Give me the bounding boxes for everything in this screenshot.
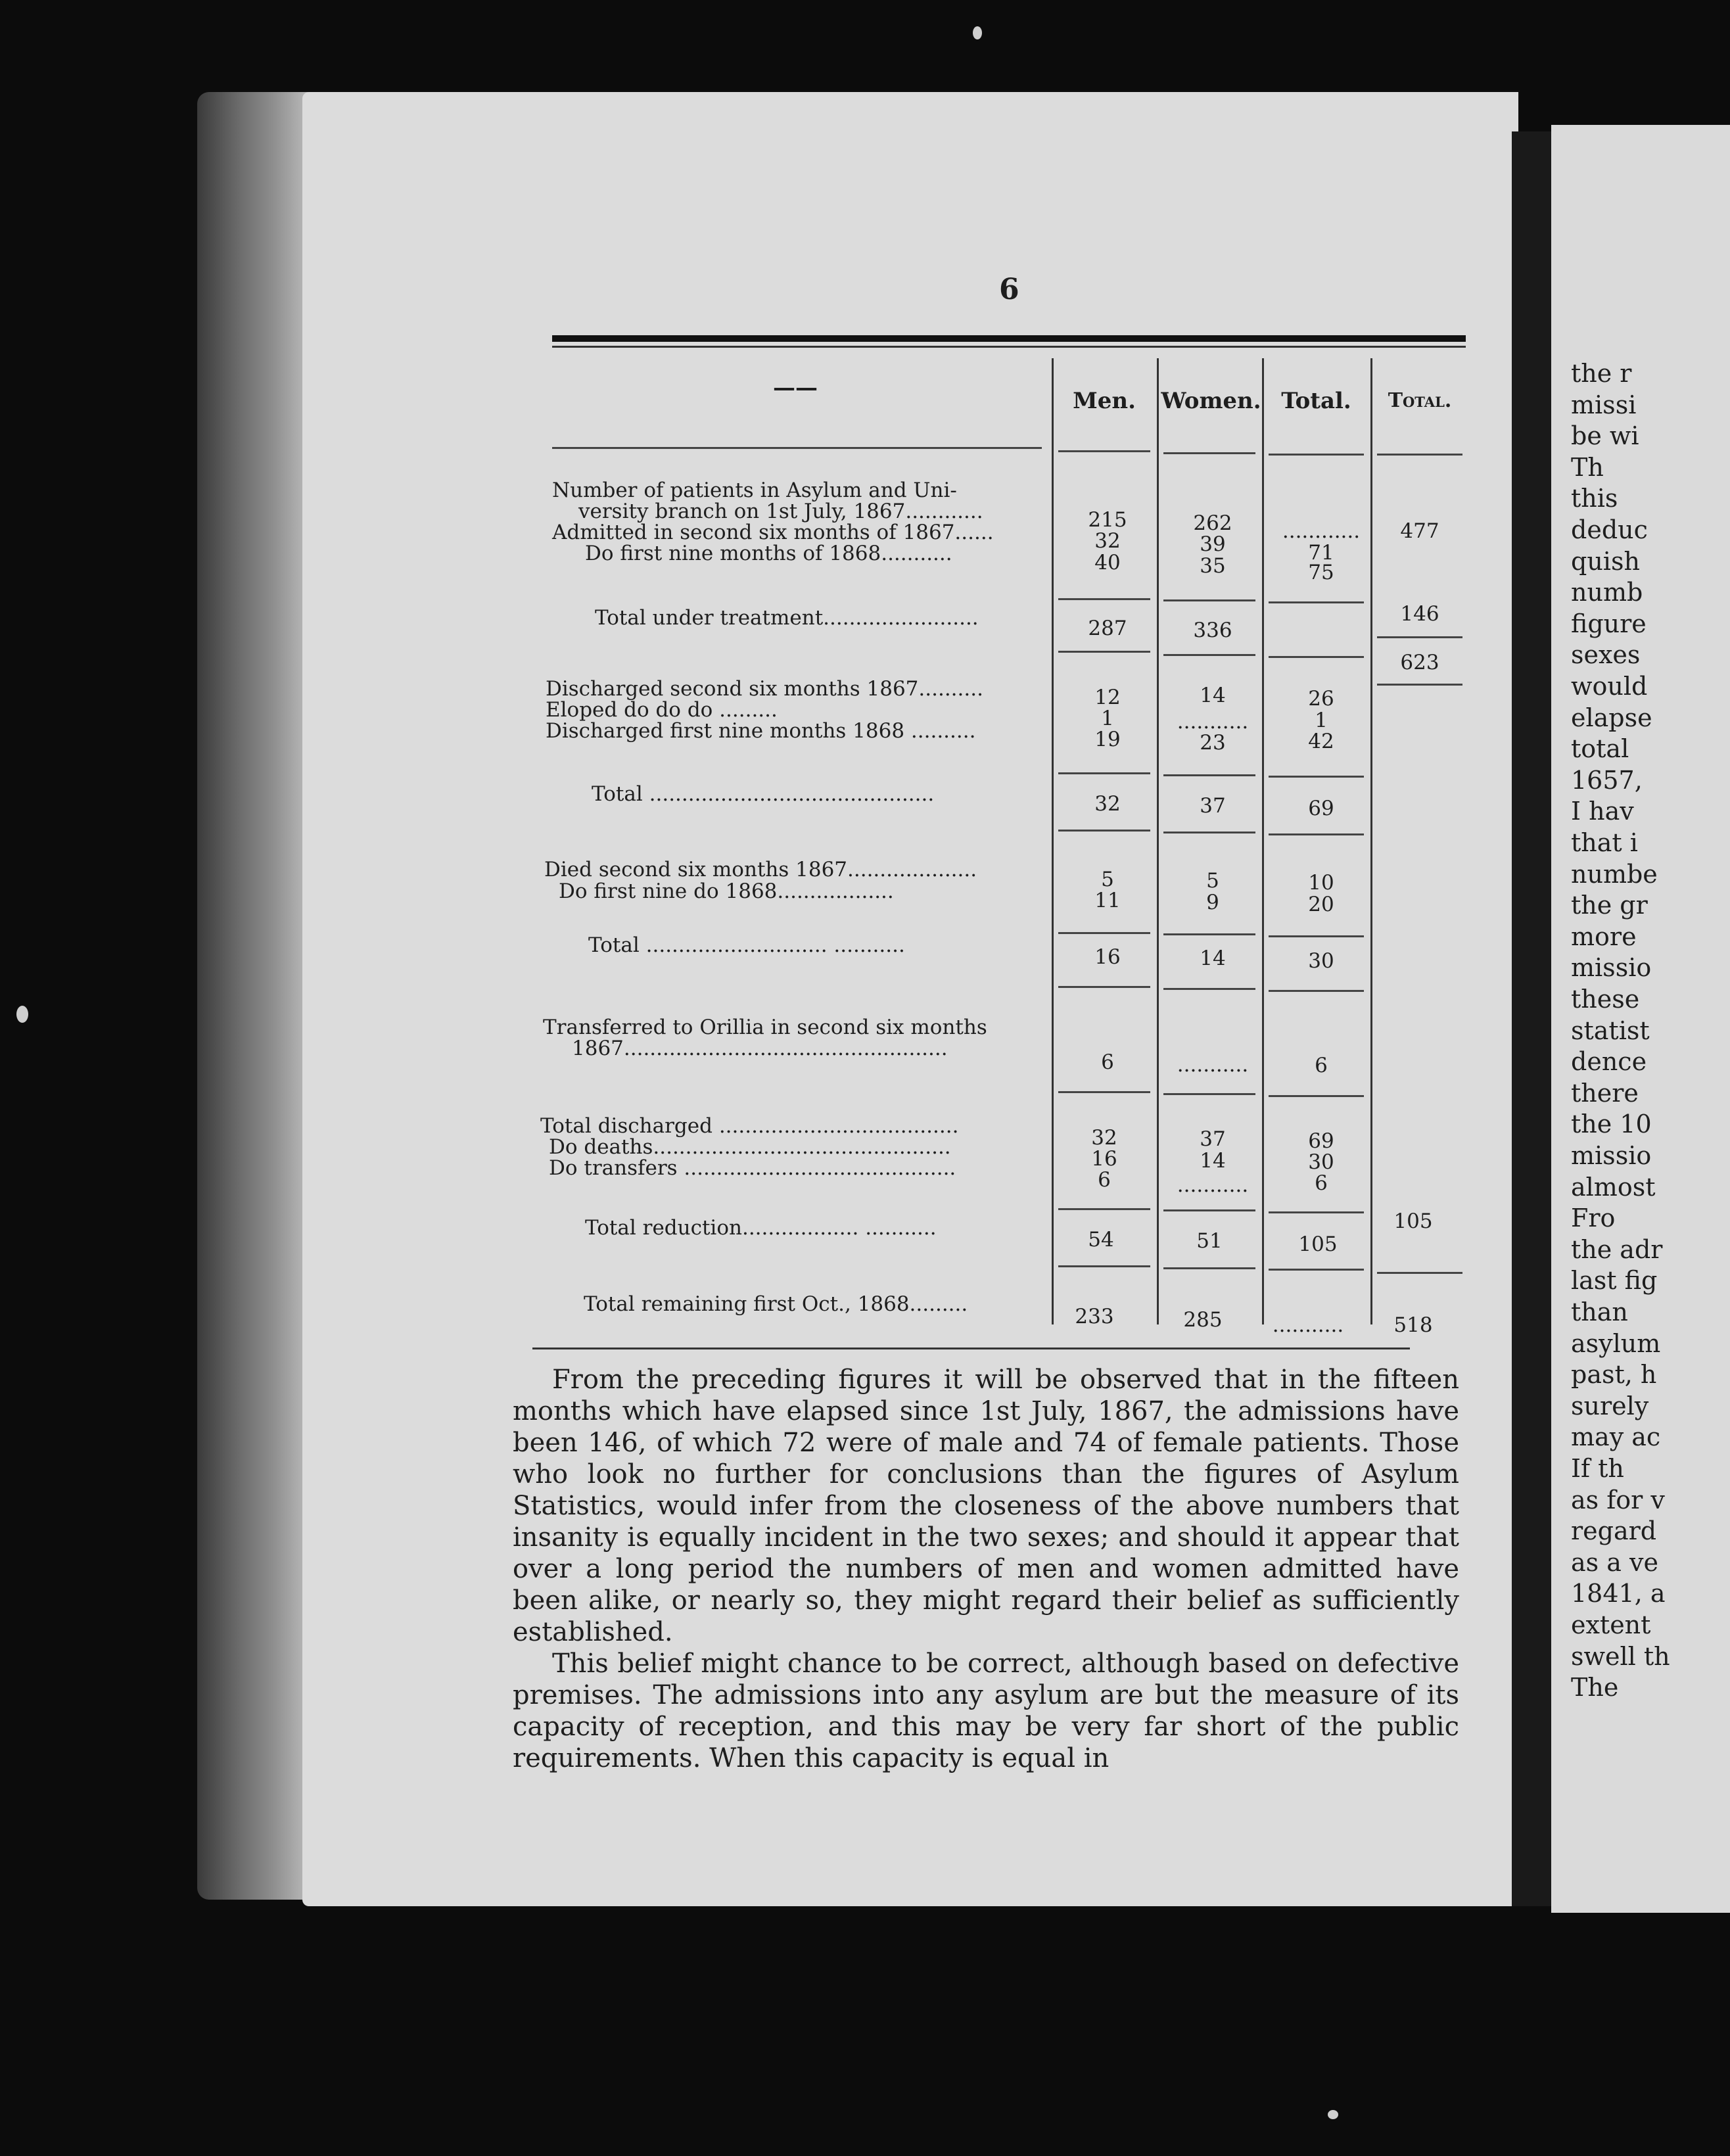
cell-men: 54 bbox=[1088, 1228, 1114, 1252]
cell-women: 336 bbox=[1193, 619, 1232, 642]
row-label: Total ............................................ bbox=[592, 782, 935, 806]
section-rule bbox=[1058, 651, 1150, 653]
row-label: Eloped do do do ......... bbox=[546, 698, 778, 722]
row-label: Do first nine months of 1868........... bbox=[585, 542, 952, 565]
sum-rule bbox=[1269, 1211, 1364, 1213]
cell-women: 14 bbox=[1200, 947, 1226, 970]
cell-total: 71 bbox=[1308, 541, 1334, 565]
table-top-rule-thin bbox=[552, 346, 1466, 348]
right-page-line: last fig bbox=[1571, 1266, 1658, 1296]
right-page-line: Th bbox=[1571, 452, 1604, 482]
cell-total: ........... bbox=[1272, 1313, 1344, 1337]
right-page-line: numb bbox=[1571, 578, 1643, 607]
row-label: Total under treatment........................ bbox=[595, 606, 979, 630]
row-label: Died second six months 1867.................... bbox=[544, 858, 977, 881]
cell-grand: 146 bbox=[1400, 602, 1439, 626]
cell-women: 37 bbox=[1200, 794, 1226, 818]
cell-men: 40 bbox=[1094, 551, 1121, 574]
right-page-line: numbe bbox=[1571, 859, 1658, 889]
cell-women: 51 bbox=[1196, 1229, 1223, 1253]
right-page-line: sexes bbox=[1571, 640, 1641, 670]
right-page-line: the adr bbox=[1571, 1234, 1663, 1264]
cell-men: 12 bbox=[1094, 686, 1121, 709]
row-label: Total reduction.................. ........... bbox=[585, 1216, 937, 1240]
right-page-line: deduc bbox=[1571, 515, 1648, 544]
sum-rule bbox=[1163, 599, 1255, 601]
row-label: Total ............................ ........... bbox=[588, 933, 905, 957]
cell-women: 5 bbox=[1206, 869, 1219, 893]
sum-rule bbox=[1163, 774, 1255, 776]
section-rule bbox=[1163, 988, 1255, 990]
cell-women: 35 bbox=[1200, 554, 1226, 578]
right-page-line: these bbox=[1571, 985, 1640, 1014]
right-page-line: statist bbox=[1571, 1016, 1650, 1045]
cell-men: 5 bbox=[1101, 868, 1114, 891]
right-page-line: 1841, a bbox=[1571, 1579, 1666, 1608]
sum-rule bbox=[1058, 772, 1150, 774]
right-page-line: would bbox=[1571, 672, 1648, 701]
col-header-women: Women. bbox=[1161, 388, 1261, 414]
body-text bbox=[513, 1364, 1459, 1774]
cell-men: 32 bbox=[1094, 529, 1121, 553]
right-page-line: this bbox=[1571, 484, 1618, 513]
book-gutter bbox=[1512, 131, 1551, 1906]
cell-grand: 477 bbox=[1400, 519, 1439, 543]
section-rule bbox=[1269, 1095, 1364, 1097]
section-rule bbox=[1163, 654, 1255, 656]
section-rule bbox=[1163, 1093, 1255, 1095]
col-header-total: Total. bbox=[1281, 388, 1351, 414]
right-page-line: past, h bbox=[1571, 1360, 1657, 1390]
row-label: 1867.................................................. bbox=[572, 1037, 948, 1060]
row-label: versity branch on 1st July, 1867............ bbox=[578, 500, 983, 523]
row-label: Do transfers .......................................... bbox=[549, 1156, 956, 1180]
cell-total: 6 bbox=[1315, 1171, 1328, 1195]
right-page-line: The bbox=[1571, 1673, 1619, 1702]
right-page-line: extent bbox=[1571, 1610, 1651, 1639]
right-page-line: almost bbox=[1571, 1172, 1656, 1202]
cell-total: 30 bbox=[1308, 949, 1334, 973]
section-rule bbox=[1058, 830, 1150, 832]
dust-speck bbox=[16, 1006, 28, 1023]
section-rule bbox=[1163, 832, 1255, 833]
row-label: Do first nine do 1868.................. bbox=[559, 879, 894, 903]
right-page-line: the r bbox=[1571, 359, 1632, 388]
column-divider bbox=[1262, 358, 1264, 1324]
cell-men: 16 bbox=[1094, 945, 1121, 969]
cell-total: 20 bbox=[1308, 893, 1334, 916]
cell-grand: 623 bbox=[1400, 651, 1439, 674]
table-top-rule bbox=[552, 335, 1466, 342]
col-header-grand-total: Total. bbox=[1388, 389, 1452, 412]
right-page-line: If th bbox=[1571, 1454, 1624, 1483]
section-rule bbox=[1377, 1272, 1462, 1274]
header-underline bbox=[552, 447, 1042, 449]
cell-total: 1 bbox=[1315, 709, 1328, 732]
right-page-line: be wi bbox=[1571, 421, 1639, 451]
cell-men: 16 bbox=[1091, 1147, 1117, 1171]
right-page-line: missio bbox=[1571, 953, 1652, 983]
section-rule bbox=[1163, 1267, 1255, 1269]
header-underline bbox=[1269, 454, 1364, 456]
cell-total: 75 bbox=[1308, 561, 1334, 584]
row-label: Total remaining first Oct., 1868......... bbox=[584, 1292, 968, 1316]
right-page-line: asylum bbox=[1571, 1328, 1661, 1358]
cell-women: 14 bbox=[1200, 684, 1226, 707]
row-label: Transferred to Orillia in second six months bbox=[543, 1016, 987, 1039]
row-label: Do deaths.............................................. bbox=[549, 1135, 951, 1159]
cell-total: 26 bbox=[1308, 687, 1334, 711]
header-dash: —— bbox=[773, 375, 818, 401]
cell-men: 19 bbox=[1094, 728, 1121, 751]
right-page-line: quish bbox=[1571, 546, 1640, 576]
column-divider bbox=[1157, 358, 1159, 1324]
col-header-men: Men. bbox=[1073, 388, 1136, 414]
right-page-line: that i bbox=[1571, 828, 1638, 857]
right-page-line: elapse bbox=[1571, 703, 1652, 732]
cell-total: 69 bbox=[1308, 797, 1334, 820]
row-label: Discharged first nine months 1868 .......... bbox=[546, 719, 976, 743]
cell-men: 11 bbox=[1094, 889, 1121, 912]
right-page-line: there bbox=[1571, 1078, 1639, 1108]
column-divider bbox=[1370, 358, 1372, 1324]
sum-rule bbox=[1058, 598, 1150, 600]
right-page-line: than bbox=[1571, 1298, 1628, 1326]
sum-rule bbox=[1377, 684, 1462, 686]
sum-rule bbox=[1269, 776, 1364, 778]
cell-men: 215 bbox=[1088, 508, 1127, 532]
right-page-line: total bbox=[1571, 734, 1629, 764]
cell-total: 42 bbox=[1308, 730, 1334, 753]
right-page-line: swell th bbox=[1571, 1641, 1670, 1671]
sum-rule bbox=[1058, 1208, 1150, 1210]
right-page-line: the 10 bbox=[1571, 1110, 1652, 1139]
header-underline bbox=[1377, 454, 1462, 456]
sum-rule bbox=[1163, 933, 1255, 935]
section-rule bbox=[1269, 990, 1364, 992]
cell-men: 6 bbox=[1098, 1168, 1111, 1192]
cell-women: ........... bbox=[1177, 1053, 1249, 1077]
section-rule bbox=[1058, 1091, 1150, 1093]
section-rule bbox=[1269, 833, 1364, 835]
right-page-line: as a ve bbox=[1571, 1547, 1658, 1577]
row-label: Discharged second six months 1867.......... bbox=[546, 677, 983, 701]
row-label: Admitted in second six months of 1867...... bbox=[552, 521, 994, 544]
section-rule bbox=[1269, 1269, 1364, 1271]
cell-men: 32 bbox=[1091, 1126, 1117, 1150]
right-page-line: more bbox=[1571, 922, 1637, 951]
cell-women: 37 bbox=[1200, 1127, 1226, 1151]
header-underline bbox=[1058, 450, 1150, 452]
cell-total: ............ bbox=[1282, 519, 1361, 543]
sum-rule bbox=[1269, 935, 1364, 937]
cell-total: 69 bbox=[1308, 1129, 1334, 1153]
section-rule bbox=[1269, 656, 1364, 658]
cell-women: ........... bbox=[1177, 710, 1249, 734]
paragraph: From the preceding figures it will be observed that in the fifteen months which have elapsed since 1st July, 1867, the admissions have been 146, of which 72 were of male and 74 of female patients. Those who look no further for conclusions than the figures of Asylum Statistics, would infer from the closeness of the above numbers that insanity is equally incident in the two sexes; and should it appear that over a long period the numbers of men and women admitted have been alike, or nearly so, they might regard their belief as sufficiently established. bbox=[513, 1365, 1459, 1647]
cell-women: 23 bbox=[1200, 731, 1226, 755]
dust-speck bbox=[973, 26, 982, 39]
row-label: Total discharged ..................................... bbox=[540, 1114, 959, 1138]
cell-total: 6 bbox=[1315, 1054, 1328, 1077]
cell-total: 30 bbox=[1308, 1150, 1334, 1174]
cell-grand: 518 bbox=[1393, 1313, 1433, 1337]
cell-men: 32 bbox=[1094, 792, 1121, 816]
cell-women: 39 bbox=[1200, 532, 1226, 556]
cell-women: 285 bbox=[1183, 1308, 1223, 1332]
right-page-line: Fro bbox=[1571, 1204, 1616, 1233]
section-rule bbox=[1058, 986, 1150, 988]
right-page-line: I hav bbox=[1571, 797, 1634, 826]
right-page-line: may ac bbox=[1571, 1422, 1661, 1452]
header-underline bbox=[1163, 452, 1255, 454]
cell-women: ........... bbox=[1177, 1173, 1249, 1197]
section-rule bbox=[1058, 1265, 1150, 1267]
row-label: Number of patients in Asylum and Uni- bbox=[552, 479, 957, 502]
right-page-line: dence bbox=[1571, 1047, 1647, 1077]
cell-men: 6 bbox=[1101, 1050, 1114, 1074]
cell-men: 233 bbox=[1075, 1305, 1114, 1328]
page-number: 6 bbox=[999, 273, 1019, 306]
paragraph: This belief might chance to be correct, although based on defective premises. The admissions into any asylum are but the measure of its capacity of reception, and this may be very far short of the public requirements. When this capacity is equal in bbox=[513, 1649, 1459, 1773]
table-bottom-rule bbox=[532, 1348, 1410, 1349]
cell-total: 10 bbox=[1308, 871, 1334, 895]
cell-women: 14 bbox=[1200, 1149, 1226, 1173]
right-page-line: missi bbox=[1571, 390, 1637, 419]
cell-men: 1 bbox=[1101, 707, 1114, 730]
right-page-line: as for v bbox=[1571, 1485, 1665, 1514]
right-page-line: figure bbox=[1571, 609, 1647, 638]
cell-women: 262 bbox=[1193, 511, 1232, 535]
sum-rule bbox=[1163, 1209, 1255, 1211]
cell-women: 9 bbox=[1206, 891, 1219, 914]
right-page-line: the gr bbox=[1571, 891, 1648, 920]
cell-men: 287 bbox=[1088, 617, 1127, 640]
dust-speck bbox=[1328, 2110, 1338, 2119]
column-divider bbox=[1052, 358, 1054, 1324]
cell-total: 105 bbox=[1298, 1232, 1338, 1256]
sum-rule bbox=[1058, 932, 1150, 934]
right-page-line: missio bbox=[1571, 1141, 1652, 1170]
sum-rule bbox=[1269, 601, 1364, 603]
right-page-line: regard bbox=[1571, 1516, 1657, 1546]
cell-grand: 105 bbox=[1393, 1209, 1433, 1233]
right-page-line: surely bbox=[1571, 1391, 1649, 1420]
sum-rule bbox=[1377, 636, 1462, 638]
right-page-line: 1657, bbox=[1571, 765, 1643, 795]
